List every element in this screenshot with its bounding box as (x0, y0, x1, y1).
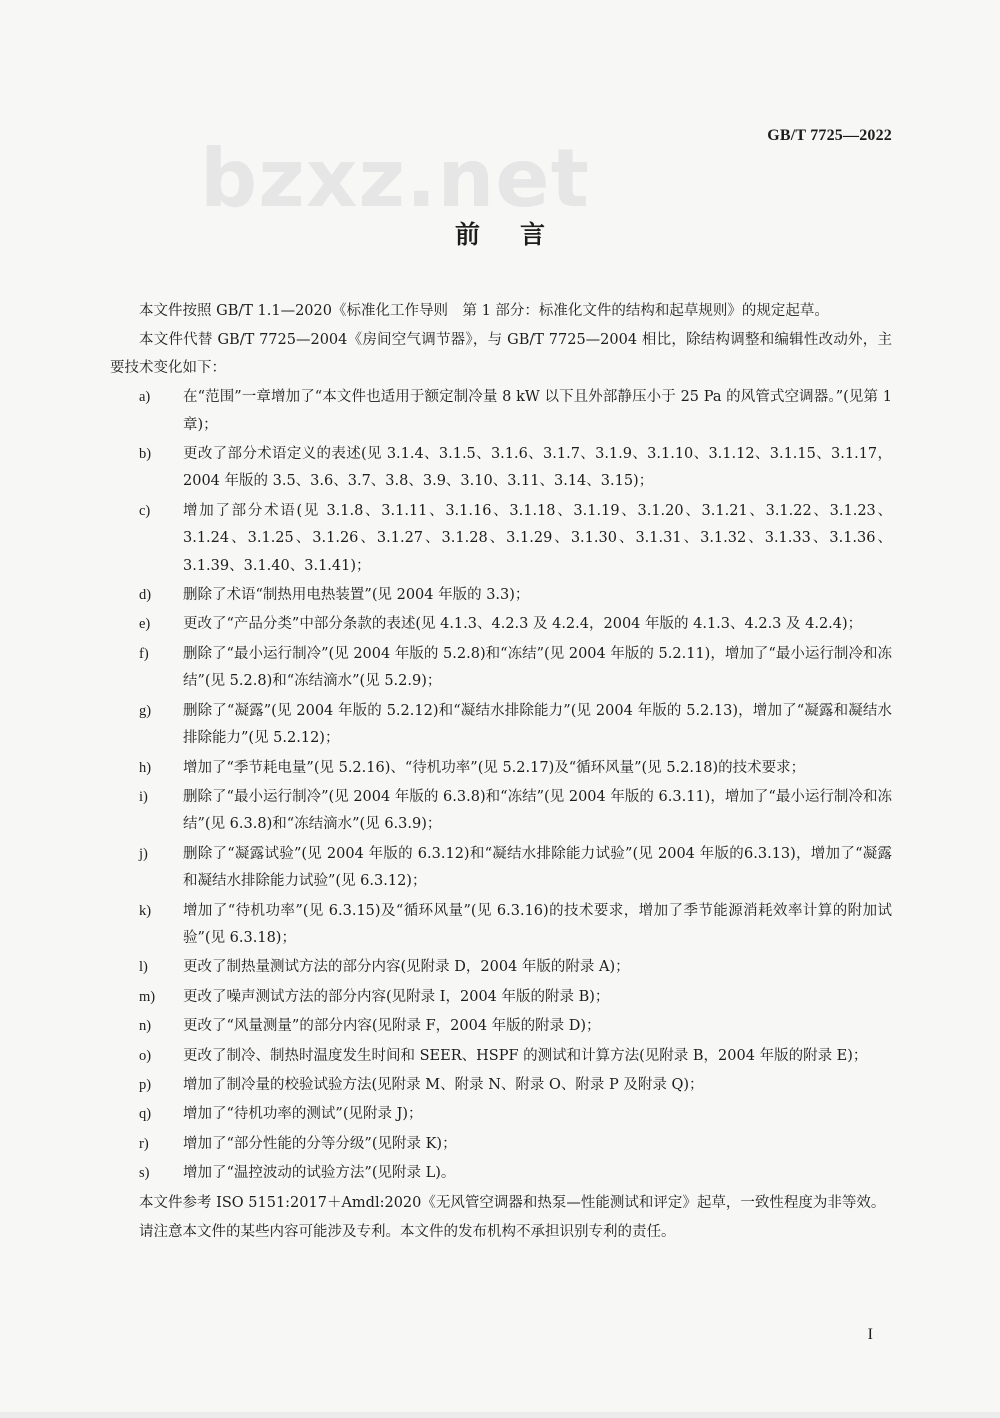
list-item-key: o) (139, 1047, 152, 1064)
list-item-text: 更改了“产品分类”中部分条款的表述(见 4.1.3、4.2.3 及 4.2.4，2004 年版的 4.1.3、4.2.3 及 4.2.4)； (183, 616, 863, 633)
list-item-text: 删除了“凝露”(见 2004 年版的 5.2.12)和“凝结水排除能力”(见 2004 年版的 5.2.13)，增加了“凝露和凝结水排除能力”(见 5.2.12)； (183, 702, 892, 747)
changes-list (110, 384, 892, 1187)
list-item-text: 删除了“最小运行制冷”(见 2004 年版的 6.3.8)和“冻结”(见 2004 年版的 6.3.11)，增加了“最小运行制冷和冻结”(见 6.3.8)和“冻结滴水”(见 6.3.9)； (183, 788, 892, 833)
list-item (110, 1131, 892, 1158)
list-item-text: 增加了“待机功率”(见 6.3.15)及“循环风量”(见 6.3.16)的技术要求，增加了季节能源消耗效率计算的附加试验”(见 6.3.18)； (183, 902, 892, 946)
list-item-key: q) (139, 1106, 152, 1123)
list-item (110, 1160, 892, 1187)
list-item-key: c) (139, 502, 151, 519)
list-item-key: p) (139, 1076, 152, 1093)
intro-paragraph-1: 本文件按照 GB/T 1.1—2020《标准化工作导则 第 1 部分：标准化文件的结构和起草规则》的规定起草。 (139, 303, 829, 319)
list-item-key: l) (139, 959, 148, 976)
list-item-key: h) (139, 759, 152, 776)
list-item-text: 增加了“待机功率的测试”(见附录 J)； (183, 1106, 423, 1123)
list-item-key: m) (139, 988, 156, 1005)
list-item-key: r) (139, 1135, 149, 1152)
intro-paragraph-2: 本文件代替 GB/T 7725—2004《房间空气调节器》，与 GB/T 7725—2004 相比，除结构调整和编辑性改动外，主要技术变化如下： (110, 332, 892, 376)
list-item (110, 898, 892, 953)
list-item-text: 更改了噪声测试方法的部分内容(见附录 I，2004 年版的附录 B)； (183, 988, 610, 1005)
page-edge (0, 1412, 1000, 1418)
list-item-key: s) (139, 1165, 150, 1182)
list-item-text: 增加了“季节耗电量”(见 5.2.16)、“待机功率”(见 5.2.17)及“循环风量”(见 5.2.18)的技术要求； (183, 759, 806, 776)
list-item-text: 删除了术语“制热用电热装置”(见 2004 年版的 3.3)； (183, 587, 530, 604)
list-item-key: i) (139, 788, 148, 805)
page-title: 前言 (454, 220, 585, 249)
list-item (110, 641, 892, 696)
list-item-text: 增加了“部分性能的分等分级”(见附录 K)； (183, 1135, 457, 1152)
page-number: I (867, 1326, 873, 1343)
list-item (110, 755, 892, 782)
list-item (110, 582, 892, 609)
list-item (110, 384, 892, 439)
list-item-text: 更改了部分术语定义的表述(见 3.1.4、3.1.5、3.1.6、3.1.7、3.1.9、3.1.10、3.1.12、3.1.15、3.1.17，2004 年版的 3.5、3.6、3.7、3.8、3.9、3.10、3.11、3.14、3.15)； (183, 446, 892, 490)
list-item (110, 784, 892, 839)
list-item-text: 更改了制冷、制热时温度发生时间和 SEER、HSPF 的测试和计算方法(见附录 B，2004 年版的附录 E)； (183, 1047, 868, 1064)
list-item (110, 1101, 892, 1128)
list-item-text: 删除了“最小运行制冷”(见 2004 年版的 5.2.8)和“冻结”(见 2004 年版的 5.2.11)，增加了“最小运行制冷和冻结”(见 5.2.8)和“冻结滴水”(见 5.2.9)； (183, 645, 892, 690)
list-item (110, 1072, 892, 1099)
list-item (110, 1013, 892, 1040)
reference-paragraph: 本文件参考 ISO 5151:2017＋Amdl:2020《无风管空调器和热泵—性能测试和评定》起草，一致性程度为非等效。 (139, 1194, 886, 1211)
list-item-text: 在“范围”一章增加了“本文件也适用于额定制冷量 8 kW 以下且外部静压小于 25 Pa 的风管式空调器。”(见第 1 章)； (183, 389, 892, 433)
list-item (110, 841, 892, 896)
patent-notice: 请注意本文件的某些内容可能涉及专利。本文件的发布机构不承担识别专利的责任。 (139, 1224, 676, 1240)
list-item (110, 698, 892, 753)
list-item (110, 954, 892, 981)
list-item-key: f) (139, 645, 149, 662)
watermark: bzxz.net (200, 132, 590, 225)
list-item-key: k) (139, 902, 152, 919)
list-item-key: n) (139, 1018, 152, 1035)
list-item-key: j) (139, 845, 148, 862)
list-item-key: e) (139, 616, 151, 633)
list-item-text: 增加了“温控波动的试验方法”(见附录 L)。 (183, 1165, 456, 1182)
list-item-text: 增加了制冷量的校验试验方法(见附录 M、附录 N、附录 O、附录 P 及附录 Q)； (183, 1076, 704, 1093)
list-item-key: d) (139, 587, 152, 604)
document-id: GB/T 7725—2022 (767, 127, 892, 144)
list-item-key: a) (139, 389, 151, 406)
list-item-text: 增加了部分术语(见 3.1.8、3.1.11、3.1.16、3.1.18、3.1.19、3.1.20、3.1.21、3.1.22、3.1.23、3.1.24、3.1.25、3.1.26、3.1.27、3.1.28、3.1.29、3.1.30、3.1.31、3.1.32、3.1.33、3.1.36、3.1.39、3.1.40、3.1.41)； (183, 502, 892, 574)
list-item (110, 611, 892, 638)
list-item-text: 更改了“风量测量”的部分内容(见附录 F，2004 年版的附录 D)； (183, 1018, 601, 1035)
list-item-text: 删除了“凝露试验”(见 2004 年版的 6.3.12)和“凝结水排除能力试验”(见 2004 年版的6.3.13)，增加了“凝露和凝结水排除能力试验”(见 6.3.12)； (183, 845, 892, 890)
list-item-key: b) (139, 446, 152, 463)
list-item-text: 更改了制热量测试方法的部分内容(见附录 D，2004 年版的附录 A)； (183, 959, 630, 976)
list-item (110, 1043, 892, 1070)
document-body (110, 298, 892, 1248)
list-item (110, 984, 892, 1011)
list-item-key: g) (139, 702, 152, 719)
list-item (110, 441, 892, 496)
list-item (110, 498, 892, 580)
